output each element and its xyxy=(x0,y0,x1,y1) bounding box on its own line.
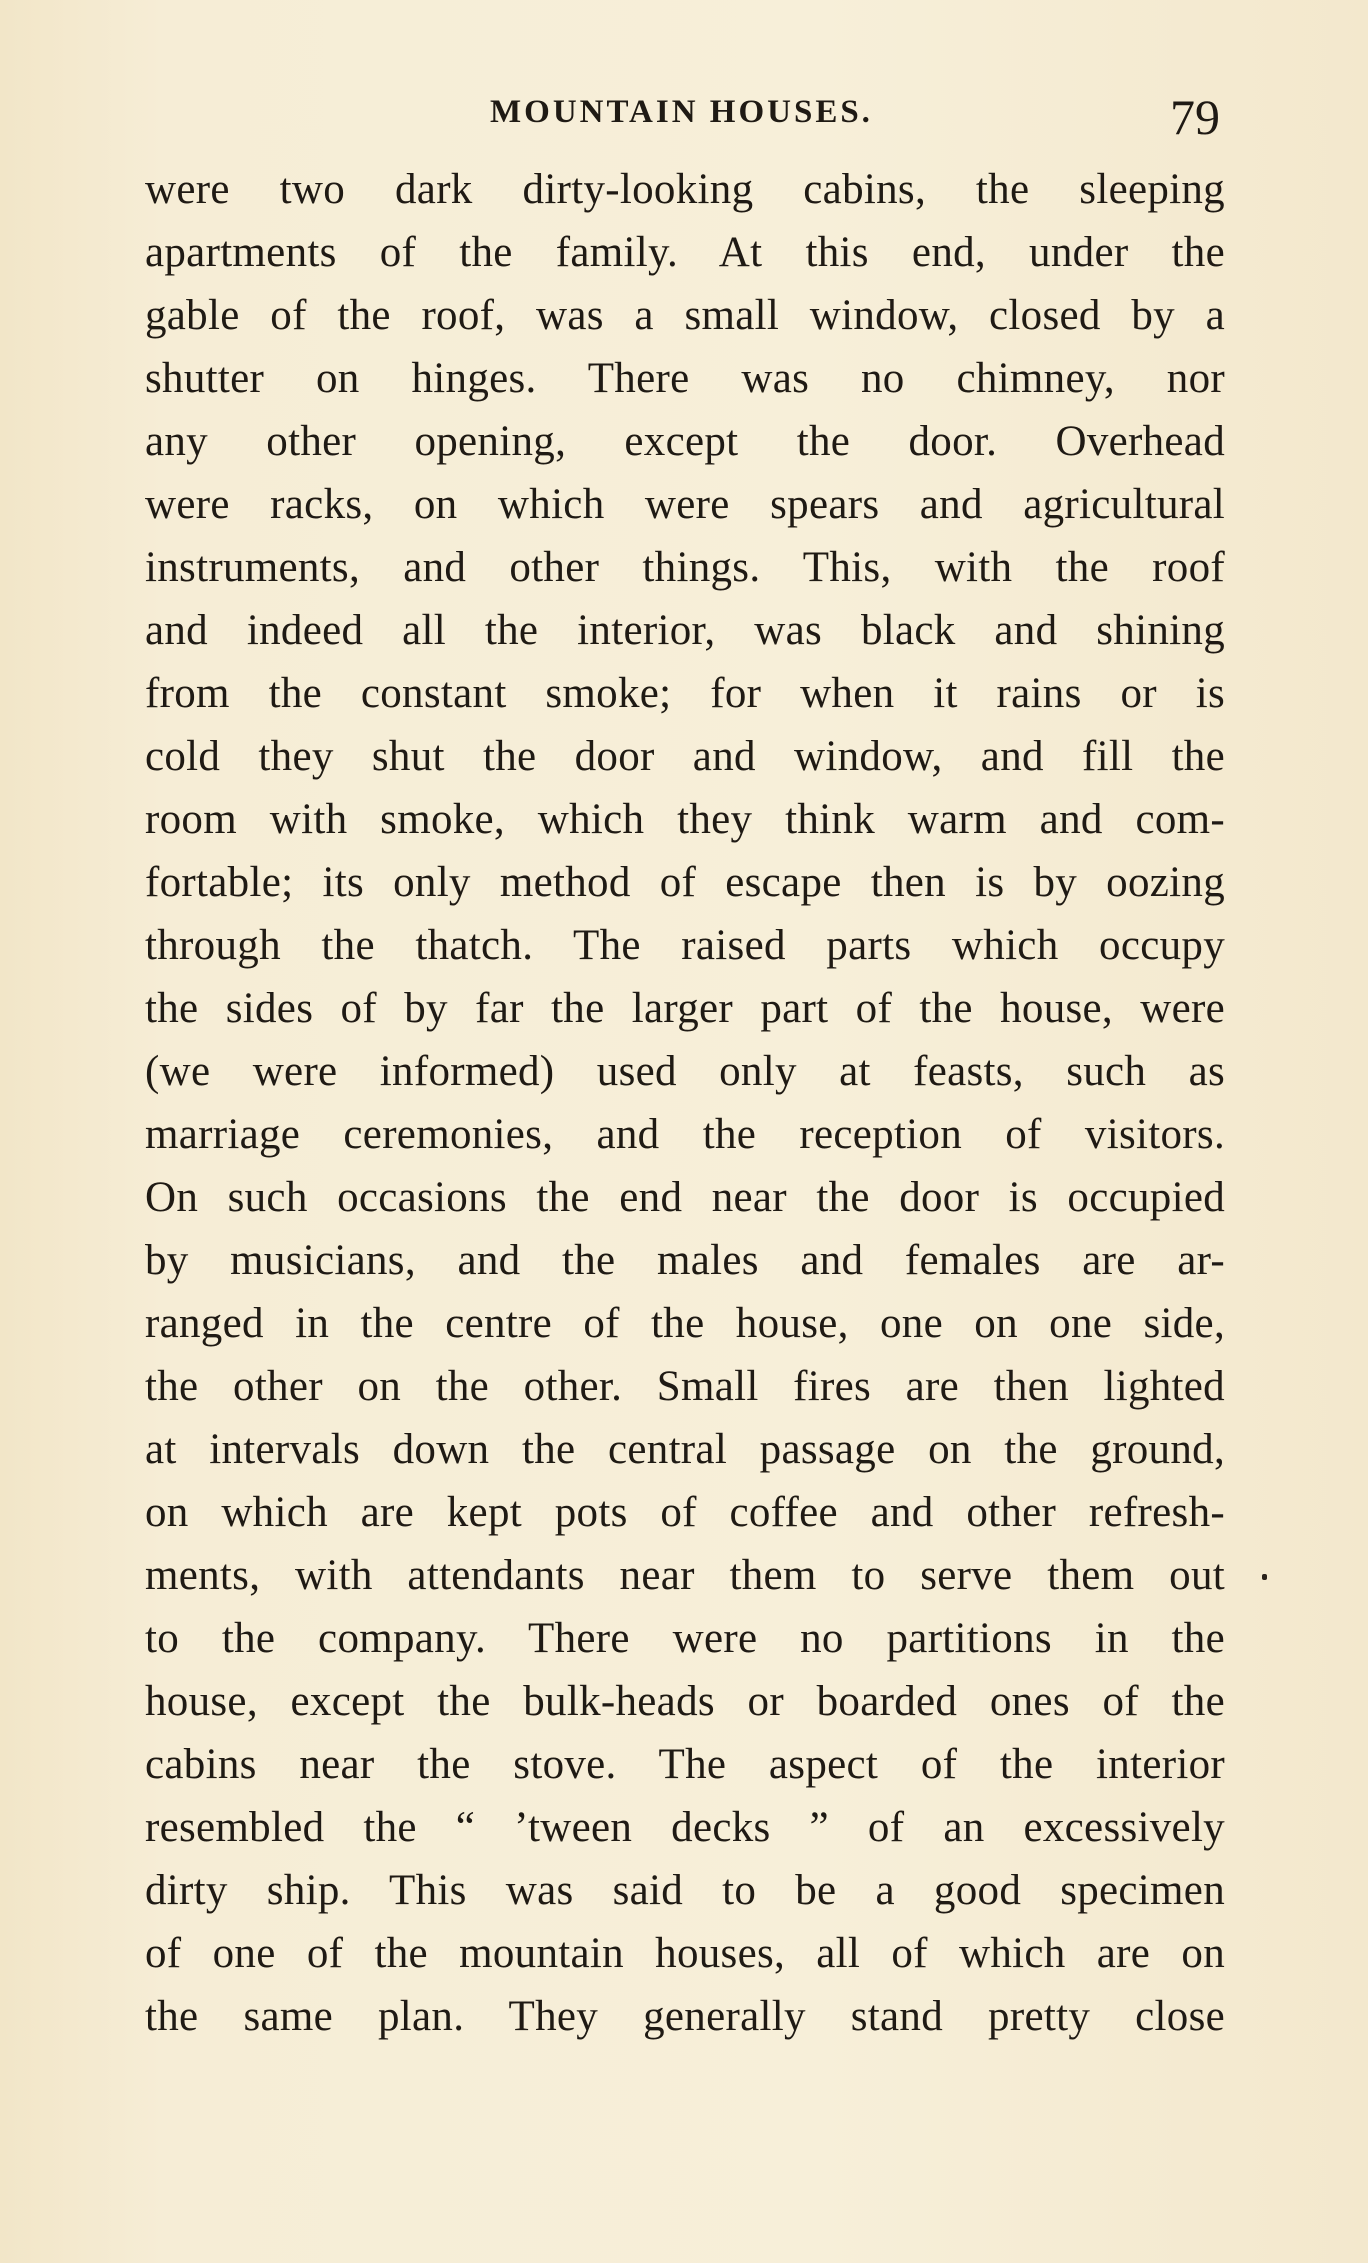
text-line: cabins near the stove. The aspect of the interior xyxy=(145,1741,1225,1788)
text-line: to the company. There were no partitions in the xyxy=(145,1615,1225,1662)
text-line: house, except the bulk-heads or boarded ones of the xyxy=(145,1678,1225,1725)
text-line: ments, with attendants near them to serve them out xyxy=(145,1552,1225,1599)
text-line: ranged in the centre of the house, one on one side, xyxy=(145,1300,1225,1347)
text-line: On such occasions the end near the door is occupied xyxy=(145,1174,1225,1221)
text-line: and indeed all the interior, was black and shining xyxy=(145,607,1225,654)
text-line: cold they shut the door and window, and fill the xyxy=(145,733,1225,780)
text-line: shutter on hinges. There was no chimney, nor xyxy=(145,355,1225,402)
text-line: dirty ship. This was said to be a good specimen xyxy=(145,1867,1225,1914)
text-line: were racks, on which were spears and agricultural xyxy=(145,481,1225,528)
text-line: instruments, and other things. This, with the roof xyxy=(145,544,1225,591)
text-line: any other opening, except the door. Overhead xyxy=(145,418,1225,465)
text-line: the sides of by far the larger part of the house, were xyxy=(145,985,1225,1032)
text-line: resembled the “ ’tween decks ” of an excessively xyxy=(145,1804,1225,1851)
text-line: (we were informed) used only at feasts, such as xyxy=(145,1048,1225,1095)
text-line: on which are kept pots of coffee and other refresh- xyxy=(145,1489,1225,1536)
text-line: of one of the mountain houses, all of which are on xyxy=(145,1930,1225,1977)
body-text xyxy=(145,158,1225,2048)
running-head-title: MOUNTAIN HOUSES. xyxy=(490,94,873,130)
text-line: the same plan. They generally stand pretty close xyxy=(145,1993,1225,2040)
text-line: gable of the roof, was a small window, closed by a xyxy=(145,292,1225,339)
text-line: at intervals down the central passage on the ground, xyxy=(145,1426,1225,1473)
page-number: 79 xyxy=(1170,89,1220,145)
text-line: were two dark dirty-looking cabins, the sleeping xyxy=(145,166,1225,213)
text-line: fortable; its only method of escape then is by oozing xyxy=(145,859,1225,906)
ink-speck xyxy=(1262,1574,1267,1580)
text-line: the other on the other. Small fires are then lighted xyxy=(145,1363,1225,1410)
text-line: room with smoke, which they think warm and com- xyxy=(145,796,1225,843)
text-line: through the thatch. The raised parts which occupy xyxy=(145,922,1225,969)
text-line: apartments of the family. At this end, under the xyxy=(145,229,1225,276)
text-line: from the constant smoke; for when it rains or is xyxy=(145,670,1225,717)
text-line: marriage ceremonies, and the reception of visitors. xyxy=(145,1111,1225,1158)
text-line: by musicians, and the males and females are ar- xyxy=(145,1237,1225,1284)
running-head xyxy=(0,88,1368,148)
